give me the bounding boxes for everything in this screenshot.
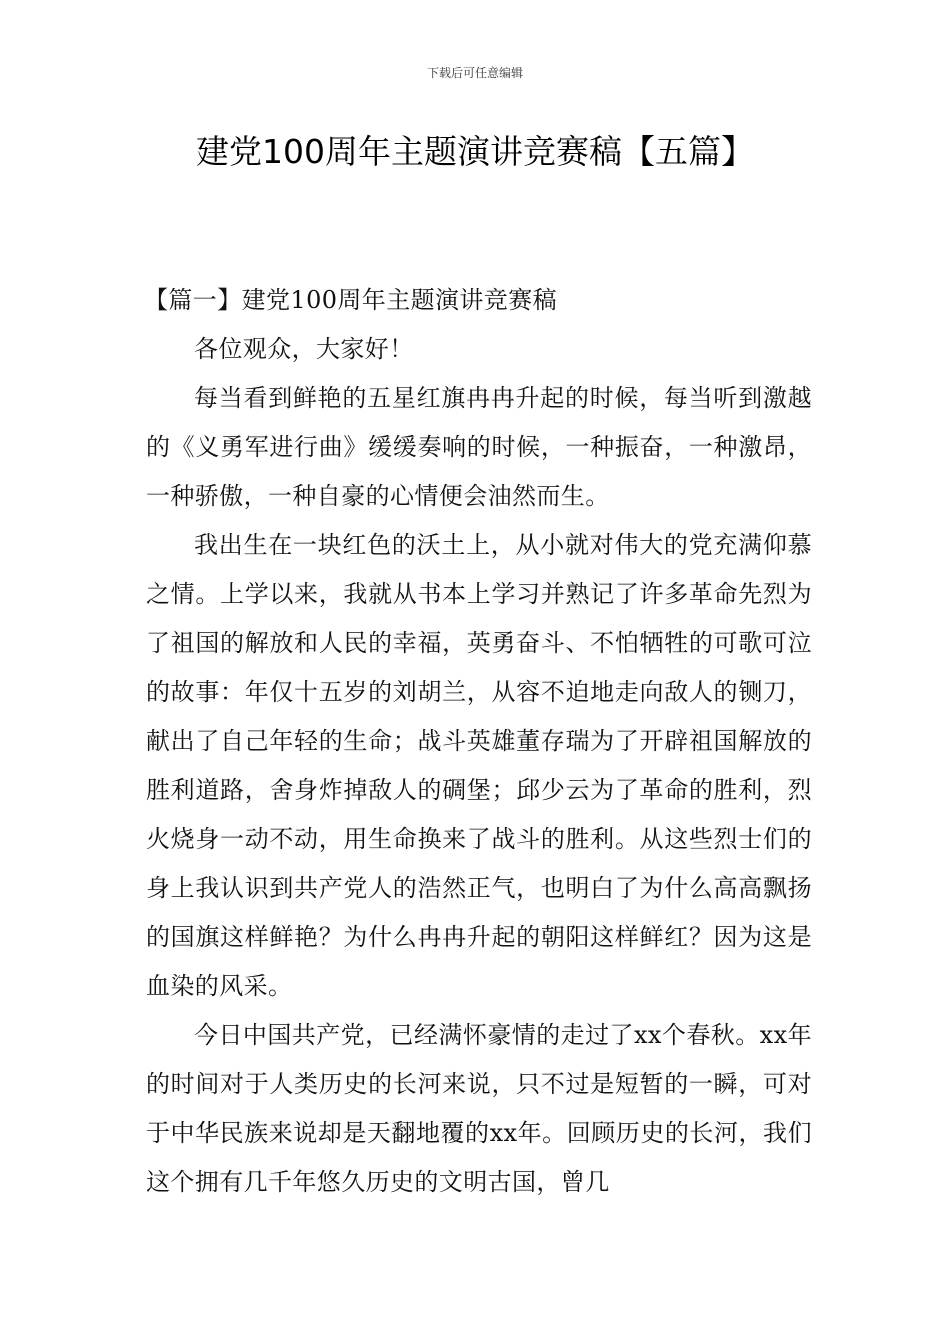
paragraph-greeting: 各位观众，大家好！ [194,335,414,363]
paragraph: 今日中国共产党，已经满怀豪情的走过了xx个春秋。xx年的时间对于人类历史的长河来说，只不过是短暂的一瞬，可对于中华民族来说却是天翻地覆的xx年。回顾历史的长河，我们这个拥有几千年悠久历史的文明古国，曾几 [146,1021,812,1196]
document-body [146,276,812,1207]
paragraph: 每当看到鲜艳的五星红旗冉冉升起的时候，每当听到激越的《义勇军进行曲》缓缓奏响的时候，一种振奋，一种激昂，一种骄傲，一种自豪的心情便会油然而生。 [146,384,812,510]
document-title: 建党100周年主题演讲竞赛稿【五篇】 [196,132,754,171]
header-note: 下载后可任意编辑 [426,66,523,80]
section-heading: 【篇一】建党100周年主题演讲竞赛稿 [144,286,558,314]
paragraph: 我出生在一块红色的沃土上，从小就对伟大的党充满仰慕之情。上学以来，我就从书本上学习并熟记了许多革命先烈为了祖国的解放和人民的幸福，英勇奋斗、不怕牺牲的可歌可泣的故事：年仅十五岁的刘胡兰，从容不迫地走向敌人的铡刀，献出了自己年轻的生命；战斗英雄董存瑞为了开辟祖国解放的胜利道路，舍身炸掉敌人的碉堡；邱少云为了革命的胜利，烈火烧身一动不动，用生命换来了战斗的胜利。从这些烈士们的身上我认识到共产党人的浩然正气，也明白了为什么高高飘扬的国旗这样鲜艳？为什么冉冉升起的朝阳这样鲜红？因为这是血染的风采。 [146,531,812,1000]
